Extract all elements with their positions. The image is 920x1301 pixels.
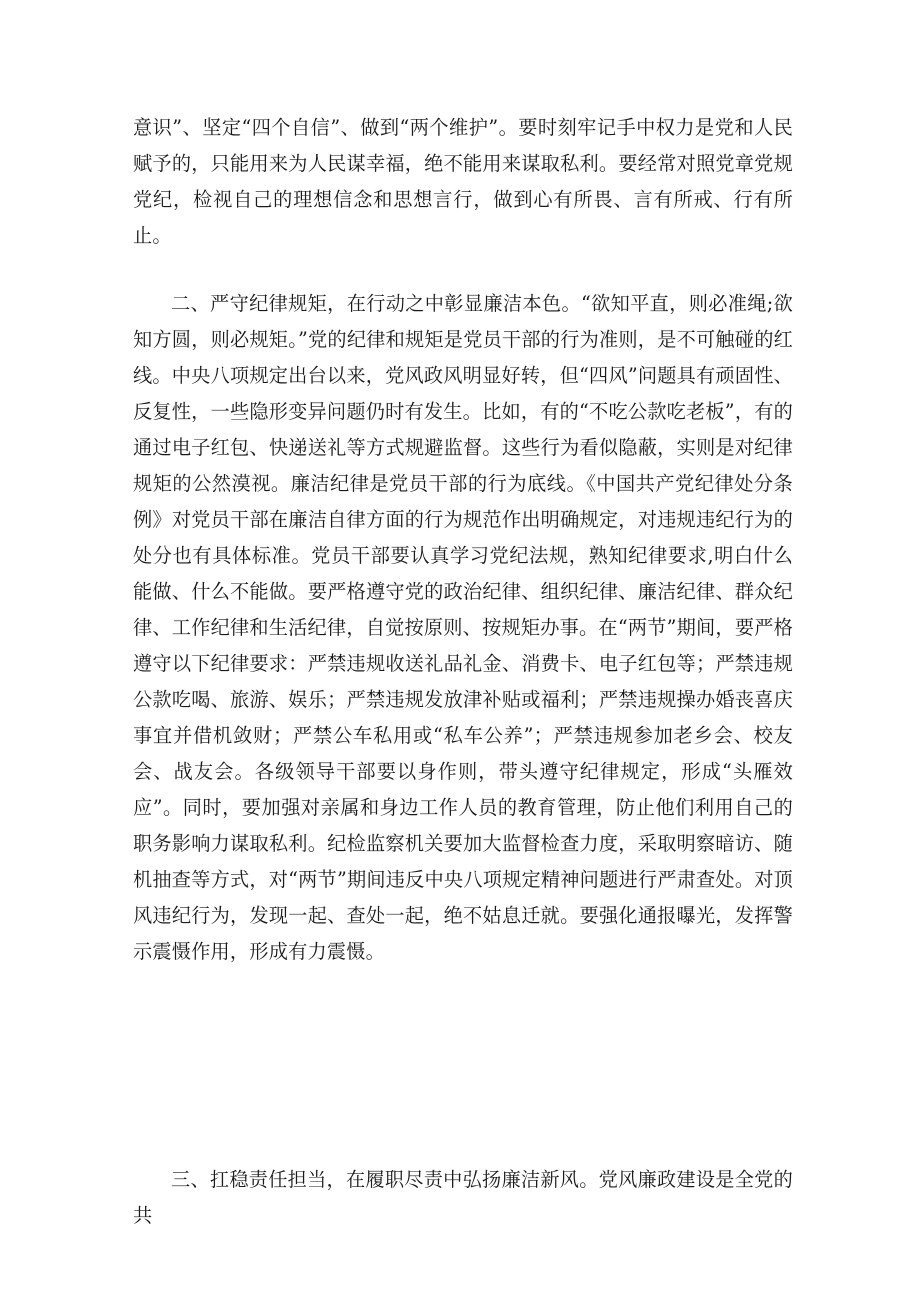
paragraph-section-two: 二、严守纪律规矩，在行动之中彰显廉洁本色。“欲知平直，则必准绳;欲知方圆，则必规矩。”党的纪律和规矩是党员干部的行为准则，是不可触碰的红线。中央八项规定出台以来，党风政风明显好转，但“四风”问题具有顽固性、反复性，一些隐形变异问题仍时有发生。比如，有的“不吃公款吃老板”，有的通过电子红包、快递送礼等方式规避监督。这些行为看似隐蔽，实则是对纪律规矩的公然漠视。廉洁纪律是党员干部的行为底线。《中国共产党纪律处分条例》对党员干部在廉洁自律方面的行为规范作出明确规定，对违规违纪行为的处分也有具体标准。党员干部要认真学习党纪法规，熟知纪律要求,明白什么能做、什么不能做。要严格遵守党的政治纪律、组织纪律、廉洁纪律、群众纪律、工作纪律和生活纪律，自觉按原则、按规矩办事。在“两节”期间，要严格遵守以下纪律要求：严禁违规收送礼品礼金、消费卡、电子红包等；严禁违规公款吃喝、旅游、娱乐；严禁违规发放津补贴或福利；严禁违规操办婚丧喜庆事宜并借机敛财；严禁公车私用或“私车公养”；严禁违规参加老乡会、校友会、战友会。各级领导干部要以身作则，带头遵守纪律规定，形成“头雁效应”。同时，要加强对亲属和身边工作人员的教育管理，防止他们利用自己的职务影响力谋取私利。纪检监察机关要加大监督检查力度，采取明察暗访、随机抽查等方式，对“两节”期间违反中央八项规定精神问题进行严肃查处。对顶风违纪行为，发现一起、查处一起，绝不姑息迁就。要强化通报曝光，发挥警示震慑作用，形成有力震慑。 [133,292,793,963]
paragraph-continuation: 意识”、坚定“四个自信”、做到“两个维护”。要时刻牢记手中权力是党和人民赋予的，只能用来为人民谋幸福，绝不能用来谋取私利。要经常对照党章党规党纪，检视自己的理想信念和思想言行，做到心有所畏、言有所戒、行有所止。 [133,116,793,247]
paragraph-section-three: 三、扛稳责任担当，在履职尽责中弘扬廉洁新风。党风廉政建设是全党的共 [133,1168,793,1227]
